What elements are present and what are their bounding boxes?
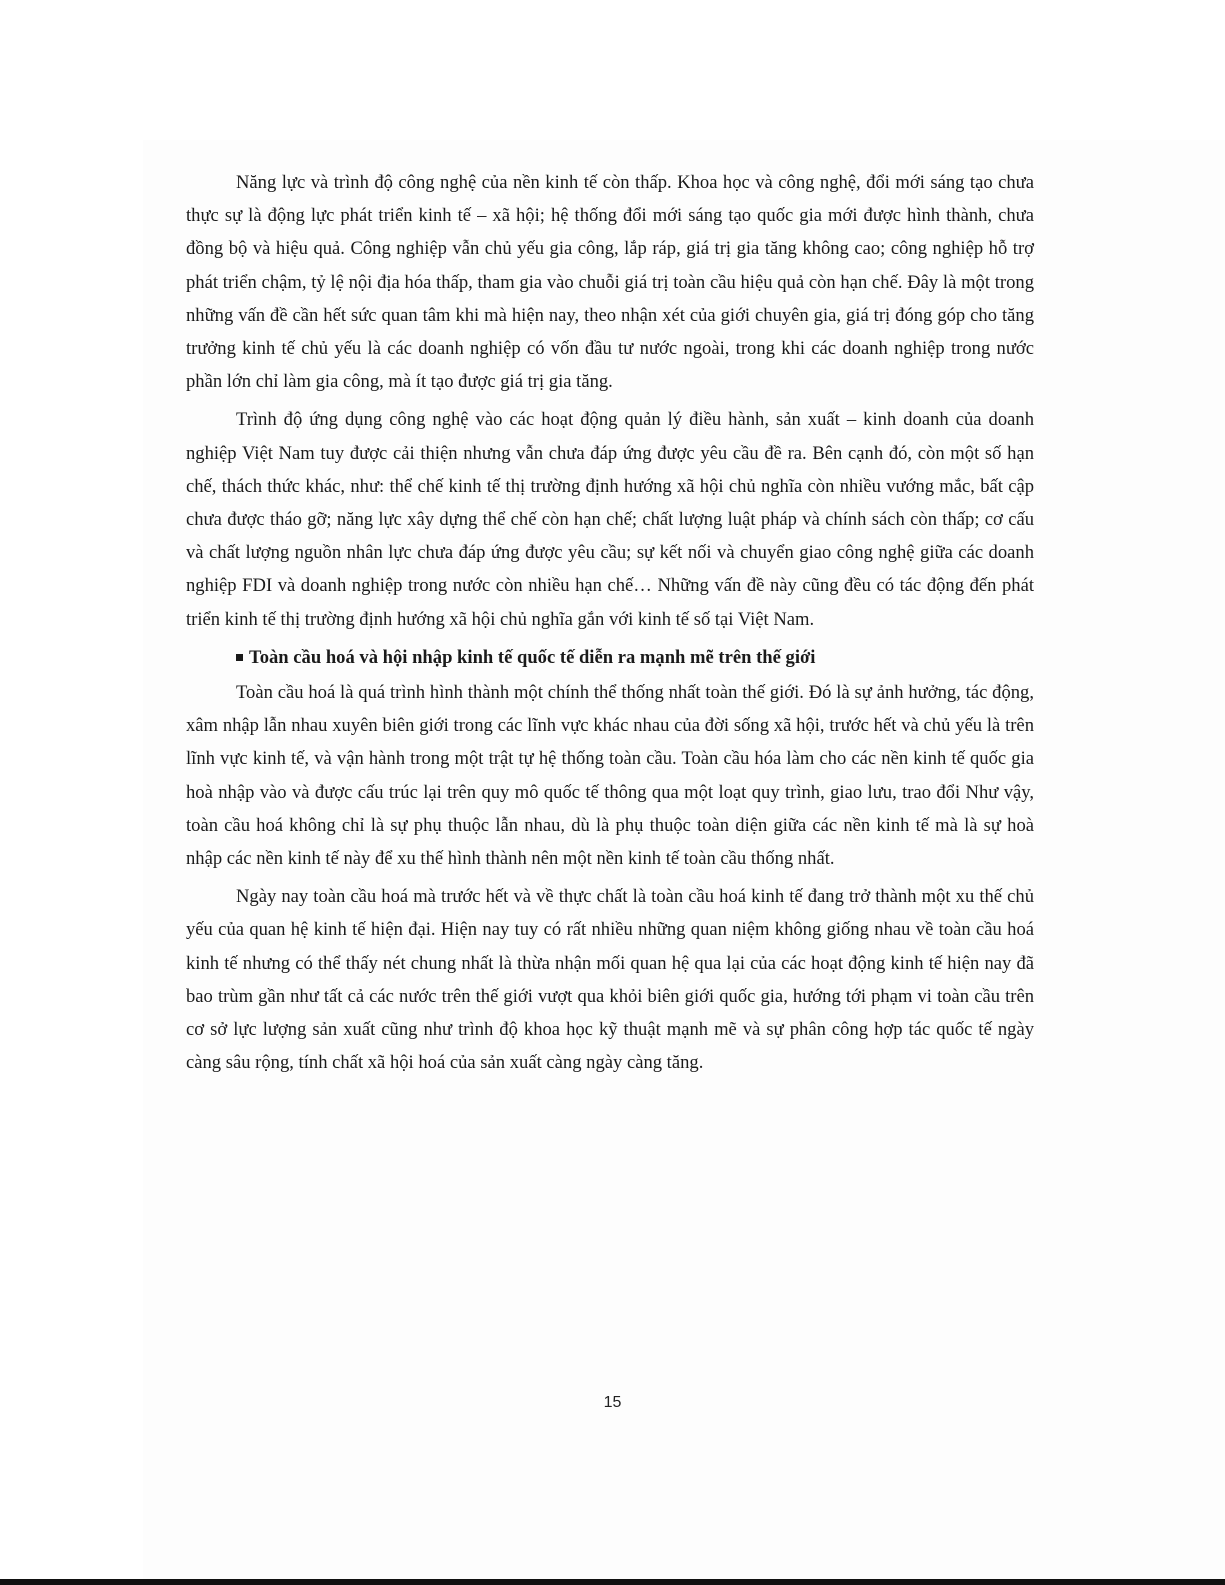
- bottom-border: [0, 1579, 1225, 1585]
- paragraph-technology-capacity: Năng lực và trình độ công nghệ của nền kinh tế còn thấp. Khoa học và công nghệ, đổi mới sáng tạo chưa thực sự là động lực phát triển kinh tế – xã hội; hệ thống đổi mới sáng tạo quốc gia mới được hình thành, chưa đồng bộ và hiệu quả. Công nghiệp vẫn chủ yếu gia công, lắp ráp, giá trị gia tăng không cao; công nghiệp hỗ trợ phát triển chậm, tỷ lệ nội địa hóa thấp, tham gia vào chuỗi giá trị toàn cầu hiệu quả còn hạn chế. Đây là một trong những vấn đề cần hết sức quan tâm khi mà hiện nay, theo nhận xét của giới chuyên gia, giá trị đóng góp cho tăng trưởng kinh tế chủ yếu là các doanh nghiệp có vốn đầu tư nước ngoài, trong khi các doanh nghiệp trong nước phần lớn chỉ làm gia công, mà ít tạo được giá trị gia tăng.: [186, 172, 1034, 393]
- paragraph-economic-globalization: Ngày nay toàn cầu hoá mà trước hết và về thực chất là toàn cầu hoá kinh tế đang trở thành một xu thế chủ yếu của quan hệ kinh tế hiện đại. Hiện nay tuy có rất nhiều những quan niệm không giống nhau về toàn cầu hoá kinh tế nhưng có thể thấy nét chung nhất là thừa nhận mối quan hệ qua lại của các hoạt động kinh tế hiện nay đã bao trùm gần như tất cả các nước trên thế giới vượt qua khỏi biên giới quốc gia, hướng tới phạm vi toàn cầu trên cơ sở lực lượng sản xuất cũng như trình độ khoa học kỹ thuật mạnh mẽ và sự phân công hợp tác quốc tế ngày càng sâu rộng, tính chất xã hội hoá của sản xuất càng ngày càng tăng.: [186, 886, 1034, 1074]
- section-heading: [186, 641, 1034, 674]
- section-heading-text: Toàn cầu hoá và hội nhập kinh tế quốc tế diễn ra mạnh mẽ trên thế giới: [249, 646, 816, 668]
- page-body: [186, 166, 1034, 1079]
- paragraph-technology-application: Trình độ ứng dụng công nghệ vào các hoạt động quản lý điều hành, sản xuất – kinh doanh của doanh nghiệp Việt Nam tuy được cải thiện nhưng vẫn chưa đáp ứng được yêu cầu đề ra. Bên cạnh đó, còn một số hạn chế, thách thức khác, như: thể chế kinh tế thị trường định hướng xã hội chủ nghĩa còn nhiều vướng mắc, bất cập chưa được tháo gỡ; năng lực xây dựng thể chế còn hạn chế; chất lượng luật pháp và chính sách còn thấp; cơ cấu và chất lượng nguồn nhân lực chưa đáp ứng được yêu cầu; sự kết nối và chuyển giao công nghệ giữa các doanh nghiệp FDI và doanh nghiệp trong nước còn nhiều hạn chế… Những vấn đề này cũng đều có tác động đến phát triển kinh tế thị trường định hướng xã hội chủ nghĩa gắn với kinh tế số tại Việt Nam.: [186, 409, 1034, 630]
- paragraph-globalization-definition: Toàn cầu hoá là quá trình hình thành một chính thể thống nhất toàn thế giới. Đó là sự ảnh hưởng, tác động, xâm nhập lẫn nhau xuyên biên giới trong các lĩnh vực khác nhau của đời sống xã hội, trước hết và chủ yếu là trên lĩnh vực kinh tế, và vận hành trong một trật tự hệ thống toàn cầu. Toàn cầu hóa làm cho các nền kinh tế quốc gia hoà nhập vào và được cấu trúc lại trên quy mô quốc tế thông qua một loạt quy trình, giao lưu, trao đổi Như vậy, toàn cầu hoá không chỉ là sự phụ thuộc lẫn nhau, dù là phụ thuộc toàn diện giữa các nền kinh tế mà là sự hoà nhập các nền kinh tế này để xu thế hình thành nên một nền kinh tế toàn cầu thống nhất.: [186, 682, 1034, 870]
- page-number: 15: [603, 1394, 622, 1411]
- square-bullet-icon: [236, 654, 243, 661]
